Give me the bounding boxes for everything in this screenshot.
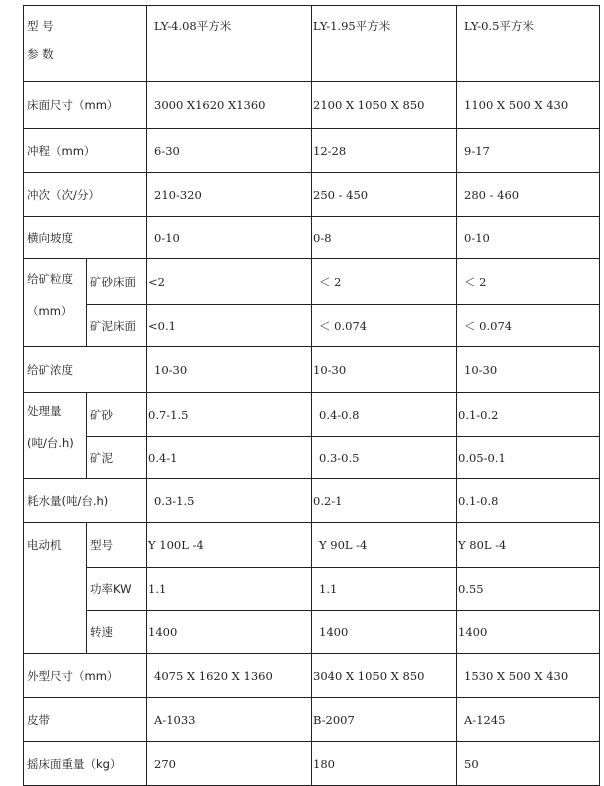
stroke-value-1: 6-30 [147,129,312,173]
motor-speed-label: 转速 [87,611,147,654]
table-row [24,393,600,437]
capacity-label [24,393,87,479]
capacity-slime-value-2: 0.3-0.5 [312,437,457,479]
table-row [24,129,600,173]
motor-speed-value-3: 1400 [457,611,600,654]
capacity-sand-label: 矿砂 [87,393,147,437]
water-value-1: 0.3-1.5 [147,479,312,523]
feed-size-slime-value-3: ＜ 0.074 [457,305,600,347]
belt-value-2: B-2007 [312,698,457,742]
feed-size-sand-label: 矿砂床面 [87,259,147,305]
motor-model-value-1: Y 100L -4 [147,523,312,568]
feed-density-value-2: 10-30 [312,347,457,393]
weight-value-2: 180 [312,742,457,786]
belt-label: 皮带 [24,698,147,742]
capacity-sand-value-2: 0.4-0.8 [312,393,457,437]
frequency-value-1: 210-320 [147,173,312,217]
motor-speed-value-1: 1400 [147,611,312,654]
capacity-sand-value-3: 0.1-0.2 [457,393,600,437]
bed-size-label: 床面尺寸（mm） [24,82,147,129]
table-row [24,698,600,742]
water-value-2: 0.2-1 [312,479,457,523]
motor-speed-value-2: 1400 [312,611,457,654]
table-row [24,437,600,479]
capacity-label-unit: (吨/台.h) [27,436,74,450]
motor-power-value-3: 0.55 [457,568,600,611]
stroke-label: 冲程（mm） [24,129,147,173]
motor-power-value-2: 1.1 [312,568,457,611]
stroke-value-2: 12-28 [312,129,457,173]
slope-value-1: 0-10 [147,217,312,259]
feed-size-slime-label: 矿泥床面 [87,305,147,347]
slope-value-3: 0-10 [457,217,600,259]
table-row [24,479,600,523]
shaking-table-spec-table [23,5,600,786]
bed-size-value-1: 3000 X1620 X1360 [147,82,312,129]
outer-size-label: 外型尺寸（mm） [24,654,147,698]
feed-size-sand-value-1: <2 [147,259,312,305]
slope-value-2: 0-8 [312,217,457,259]
motor-power-value-1: 1.1 [147,568,312,611]
belt-value-3: A-1245 [457,698,600,742]
capacity-slime-value-1: 0.4-1 [147,437,312,479]
model-2-header: LY-1.95平方米 [312,6,457,82]
table-row [24,654,600,698]
model-3-header: LY-0.5平方米 [457,6,600,82]
feed-size-sand-value-2: ＜ 2 [312,259,457,305]
outer-size-value-3: 1530 X 500 X 430 [457,654,600,698]
table-row [24,173,600,217]
table-row [24,305,600,347]
weight-label: 摇床面重量（kg） [24,742,147,786]
feed-density-value-1: 10-30 [147,347,312,393]
frequency-value-2: 250 - 450 [312,173,457,217]
weight-value-1: 270 [147,742,312,786]
motor-power-label: 功率KW [87,568,147,611]
table-row [24,259,600,305]
capacity-slime-label: 矿泥 [87,437,147,479]
motor-model-value-3: Y 80L -4 [457,523,600,568]
table-row [24,742,600,786]
table-row [24,568,600,611]
model-1-header: LY-4.08平方米 [147,6,312,82]
stroke-value-3: 9-17 [457,129,600,173]
table-row [24,523,600,568]
frequency-value-3: 280 - 460 [457,173,600,217]
feed-size-label-unit: （mm） [27,304,73,318]
capacity-label-main: 处理量 [27,404,62,418]
feed-size-label [24,259,87,347]
motor-model-label: 型号 [87,523,147,568]
motor-label: 电动机 [24,523,87,654]
outer-size-value-2: 3040 X 1050 X 850 [312,654,457,698]
bed-size-value-2: 2100 X 1050 X 850 [312,82,457,129]
model-header-label: 型 号 [27,19,54,33]
header-row [24,6,600,82]
bed-size-value-3: 1100 X 500 X 430 [457,82,600,129]
feed-density-value-3: 10-30 [457,347,600,393]
feed-size-slime-value-2: ＜ 0.074 [312,305,457,347]
feed-density-label: 给矿浓度 [24,347,147,393]
feed-size-label-main: 给矿粒度 [27,272,73,286]
capacity-slime-value-3: 0.05-0.1 [457,437,600,479]
motor-model-value-2: Y 90L -4 [312,523,457,568]
water-label: 耗水量(吨/台.h) [24,479,147,523]
parameter-header-label: 参 数 [27,47,54,61]
feed-size-sand-value-3: ＜ 2 [457,259,600,305]
feed-size-slime-value-1: <0.1 [147,305,312,347]
slope-label: 横向坡度 [24,217,147,259]
frequency-label: 冲次（次/分） [24,173,147,217]
table-row [24,611,600,654]
table-row [24,82,600,129]
weight-value-3: 50 [457,742,600,786]
param-header-cell [24,6,147,82]
belt-value-1: A-1033 [147,698,312,742]
outer-size-value-1: 4075 X 1620 X 1360 [147,654,312,698]
table-row [24,347,600,393]
water-value-3: 0.1-0.8 [457,479,600,523]
capacity-sand-value-1: 0.7-1.5 [147,393,312,437]
table-row [24,217,600,259]
